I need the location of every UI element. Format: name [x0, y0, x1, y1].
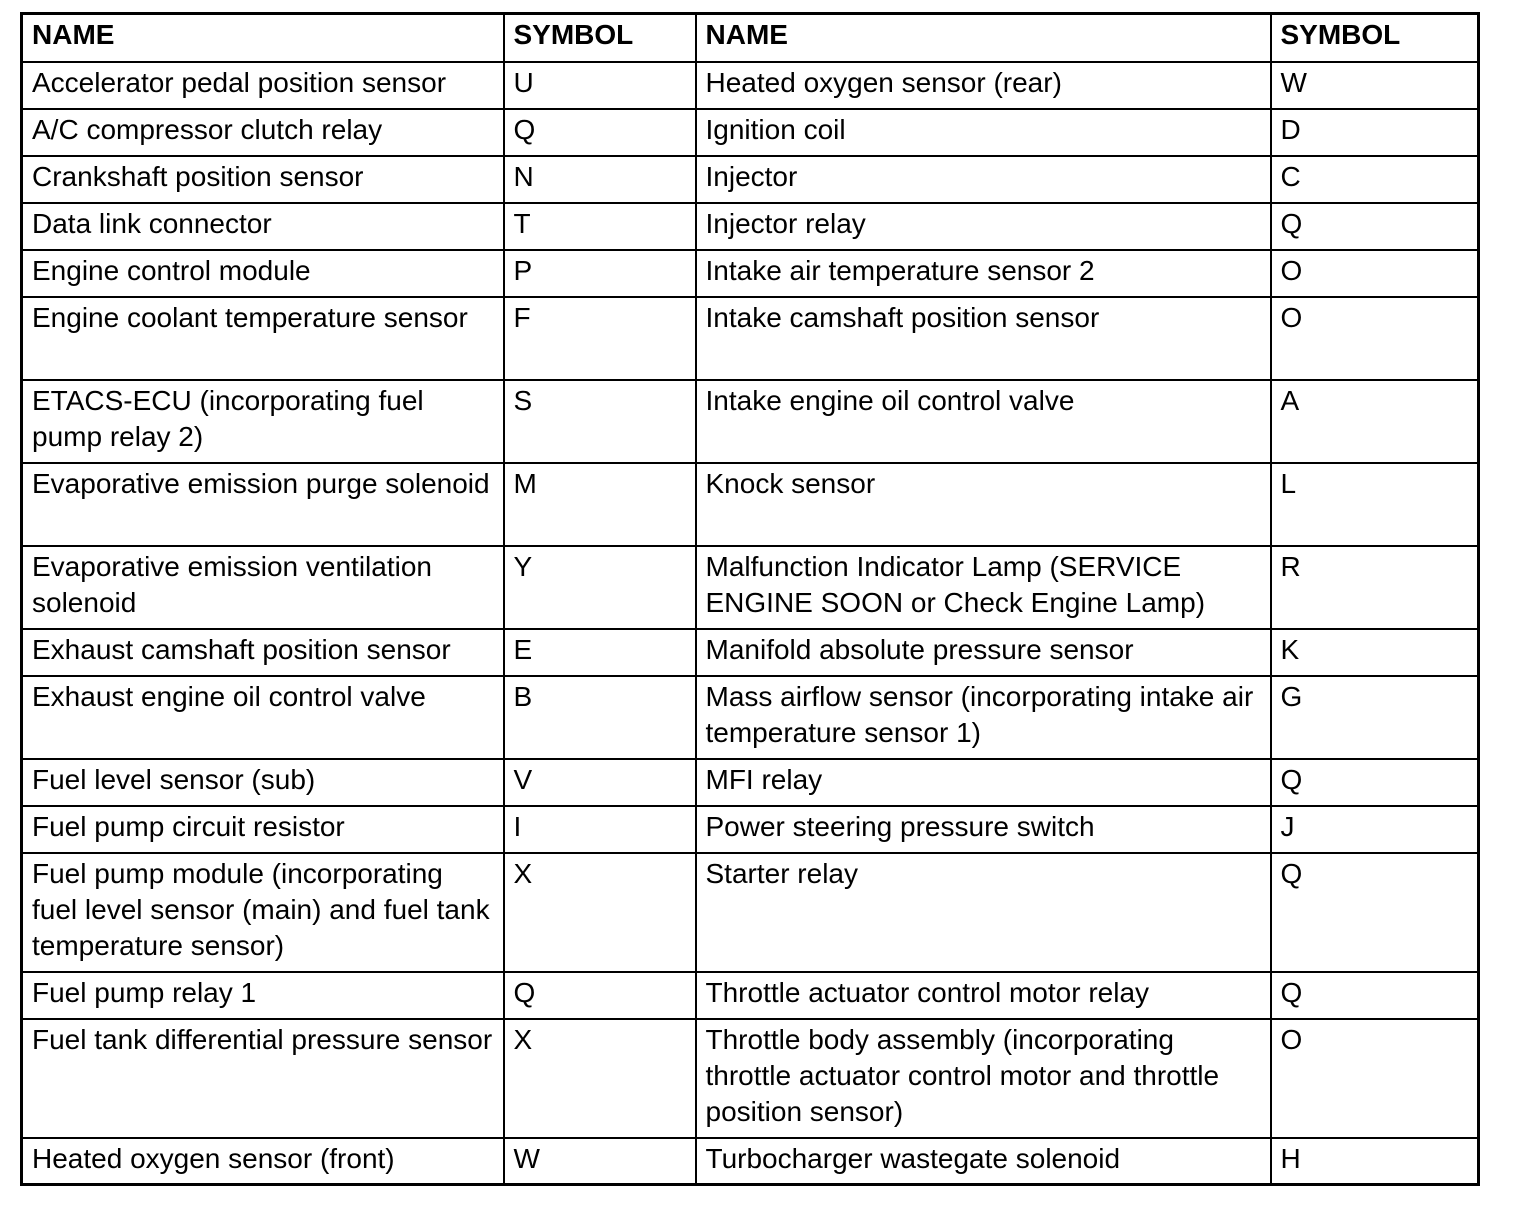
symbol-cell: Q	[1271, 972, 1479, 1019]
symbol-cell: C	[1271, 156, 1479, 203]
name-cell: Manifold absolute pressure sensor	[696, 629, 1271, 676]
name-cell: Exhaust engine oil control valve	[22, 676, 504, 759]
name-cell: Evaporative emission ventilation solenoid	[22, 546, 504, 629]
name-cell: Data link connector	[22, 203, 504, 250]
symbol-cell: E	[504, 629, 696, 676]
name-cell: Throttle body assembly (incorporating throttle actuator control motor and throttle position sensor)	[696, 1019, 1271, 1138]
header-symbol-left: SYMBOL	[504, 14, 696, 62]
name-cell: Fuel tank differential pressure sensor	[22, 1019, 504, 1138]
name-cell: Engine coolant temperature sensor	[22, 297, 504, 380]
name-cell: Fuel pump module (incorporating fuel level sensor (main) and fuel tank temperature sensor)	[22, 853, 504, 972]
symbol-cell: O	[1271, 297, 1479, 380]
symbol-cell: D	[1271, 109, 1479, 156]
symbol-cell: Q	[1271, 853, 1479, 972]
name-cell: Starter relay	[696, 853, 1271, 972]
symbol-cell: Q	[504, 972, 696, 1019]
symbol-cell: O	[1271, 250, 1479, 297]
symbol-cell: W	[1271, 62, 1479, 109]
symbol-cell: U	[504, 62, 696, 109]
symbol-cell: V	[504, 759, 696, 806]
header-name-right: NAME	[696, 14, 1271, 62]
symbol-cell: P	[504, 250, 696, 297]
symbol-cell: H	[1271, 1138, 1479, 1185]
table-row	[22, 156, 1479, 203]
name-cell: Fuel pump relay 1	[22, 972, 504, 1019]
symbol-cell: I	[504, 806, 696, 853]
symbol-cell: X	[504, 1019, 696, 1138]
symbol-cell: M	[504, 463, 696, 546]
name-cell: Heated oxygen sensor (rear)	[696, 62, 1271, 109]
symbol-cell: A	[1271, 380, 1479, 463]
symbol-cell: L	[1271, 463, 1479, 546]
name-cell: Knock sensor	[696, 463, 1271, 546]
name-cell: Heated oxygen sensor (front)	[22, 1138, 504, 1185]
table-row	[22, 853, 1479, 972]
component-symbol-table	[20, 12, 1480, 1186]
table-row	[22, 463, 1479, 546]
name-cell: Power steering pressure switch	[696, 806, 1271, 853]
name-cell: Fuel level sensor (sub)	[22, 759, 504, 806]
name-cell: Malfunction Indicator Lamp (SERVICE ENGINE SOON or Check Engine Lamp)	[696, 546, 1271, 629]
symbol-cell: T	[504, 203, 696, 250]
table-row	[22, 629, 1479, 676]
symbol-cell: B	[504, 676, 696, 759]
name-cell: Exhaust camshaft position sensor	[22, 629, 504, 676]
name-cell: Engine control module	[22, 250, 504, 297]
symbol-cell: G	[1271, 676, 1479, 759]
name-cell: Mass airflow sensor (incorporating intake air temperature sensor 1)	[696, 676, 1271, 759]
table-row	[22, 62, 1479, 109]
name-cell: Injector	[696, 156, 1271, 203]
name-cell: Crankshaft position sensor	[22, 156, 504, 203]
table-row	[22, 250, 1479, 297]
table-row	[22, 972, 1479, 1019]
name-cell: Ignition coil	[696, 109, 1271, 156]
name-cell: Accelerator pedal position sensor	[22, 62, 504, 109]
table-row	[22, 806, 1479, 853]
symbol-cell: O	[1271, 1019, 1479, 1138]
table-row	[22, 297, 1479, 380]
symbol-cell: Y	[504, 546, 696, 629]
symbol-cell: Q	[504, 109, 696, 156]
symbol-cell: F	[504, 297, 696, 380]
symbol-cell: X	[504, 853, 696, 972]
symbol-cell: N	[504, 156, 696, 203]
name-cell: Intake engine oil control valve	[696, 380, 1271, 463]
symbol-cell: S	[504, 380, 696, 463]
table-row	[22, 203, 1479, 250]
symbol-cell: Q	[1271, 203, 1479, 250]
symbol-cell: K	[1271, 629, 1479, 676]
symbol-cell: Q	[1271, 759, 1479, 806]
symbol-cell: J	[1271, 806, 1479, 853]
table-row	[22, 546, 1479, 629]
name-cell: Intake air temperature sensor 2	[696, 250, 1271, 297]
table-row	[22, 759, 1479, 806]
name-cell: MFI relay	[696, 759, 1271, 806]
header-name-left: NAME	[22, 14, 504, 62]
name-cell: Fuel pump circuit resistor	[22, 806, 504, 853]
name-cell: Turbocharger wastegate solenoid	[696, 1138, 1271, 1185]
table-row	[22, 676, 1479, 759]
table-row	[22, 380, 1479, 463]
name-cell: ETACS-ECU (incorporating fuel pump relay 2)	[22, 380, 504, 463]
name-cell: Throttle actuator control motor relay	[696, 972, 1271, 1019]
name-cell: Evaporative emission purge solenoid	[22, 463, 504, 546]
name-cell: Intake camshaft position sensor	[696, 297, 1271, 380]
table-row	[22, 109, 1479, 156]
symbol-cell: W	[504, 1138, 696, 1185]
table-row	[22, 1138, 1479, 1185]
table-header-row	[22, 14, 1479, 62]
symbol-cell: R	[1271, 546, 1479, 629]
table-row	[22, 1019, 1479, 1138]
header-symbol-right: SYMBOL	[1271, 14, 1479, 62]
name-cell: A/C compressor clutch relay	[22, 109, 504, 156]
name-cell: Injector relay	[696, 203, 1271, 250]
